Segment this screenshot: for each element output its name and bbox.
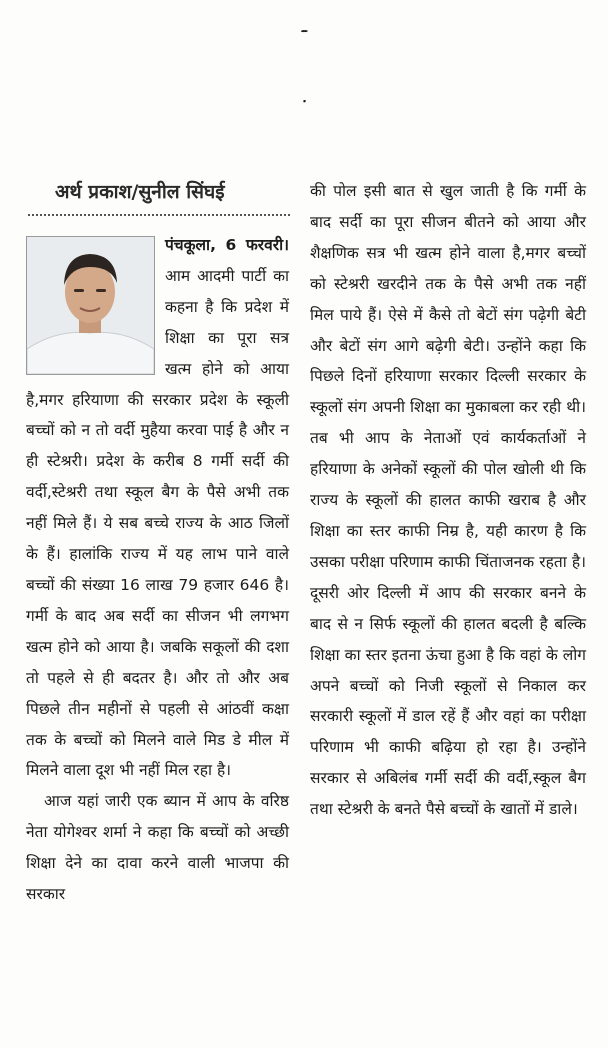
article-dateline: पंचकूला, 6 फरवरी। (165, 236, 289, 254)
article-column-right (310, 176, 586, 825)
article-paragraph-2: आज यहां जारी एक ब्यान में आप के वरिष्ठ नेता योगेश्वर शर्मा ने कहा कि बच्चों को अच्छी शिक्षा देने का दावा करने वाली भाजपा की सरकार (26, 792, 289, 904)
person-portrait-photo (26, 236, 155, 375)
article-paragraph-3: की पोल इसी बात से खुल जाती है कि गर्मी के बाद सर्दी का पूरा सीजन बीतने को आया और शैक्षणिक सत्र भी खत्म होने वाला है,मगर बच्चों को स्टेश्ररी खरदीने तक के पैसे अभी तक नहीं मिल पाये हैं। ऐसे में कैसे तो बेटों संग पढ़ेगी बेटी और बेटों संग आगे बढ़ेगी बेटी। उन्होंने कहा कि पिछले दिनों हरियाणा सरकार दिल्ली सरकार के स्कूलों संग अपनी शिक्षा का मुकाबला कर रही थी। तब भी आप के नेताओं एवं कार्यकर्ताओं ने हरियाणा के अनेकों स्कूलों की पोल खोली थी कि राज्य के स्कूलों की हालत काफी खराब है और शिक्षा का स्तर काफी निम्र है, यही कारण है कि उसका परीक्षा परिणाम काफी चिंताजनक रहता है। दूसरी ओर दिल्ली में आप की सरकार बनने के बाद से न सिर्फ स्कूलों की हालत बदली है बल्कि शिक्षा का स्तर इतना ऊंचा हुआ है कि वहां के लोग अपने बच्चों को निजी स्कूलों से निकाल कर सरकारी स्कूलों में डाल रहें हैं और वहां का परीक्षा परिणाम भी काफी बढ़िया हो रहा है। उन्होंने सरकार से अबिलंब गर्मी सर्दी की वर्दी,स्कूल बैग तथा स्टेश्ररी के बनते पैसे बच्चों के खातों में डाले। (310, 182, 586, 819)
byline-divider (28, 214, 290, 216)
article-paragraph-1: आम आदमी पार्टी का कहना है कि प्रदेश में शिक्षा का पूरा सत्र खत्म होने को आया है,मगर हरियाणा की सरकार प्रदेश के स्कूली बच्चों को न तो वर्दी मुहैया करवा पाई है और न ही स्टेश्ररी। प्रदेश के करीब 8 गर्मी सर्दी की वर्दी,स्टेश्ररी तथा स्कूल बैग के पैसे अभी तक नहीं मिले हैं। ये सब बच्चे राज्य के आठ जिलों के हैं। हालांकि राज्य में यह लाभ पाने वाले बच्चों की संख्या 16 लाख 79 हजार 646 है। गर्मी के बाद अब सर्दी का सीजन भी लगभग खत्म होने को आया है। जबकि सकूलों की दशा तो पहले से ही बदतर है। और तो और अब पिछले तीन महीनों से पहली से आंठवीं कक्षा तक के बच्चों को मिलने वाले मिड डे मील में मिलने वाला दूश भी नहीं मिल रहा है। (26, 266, 289, 780)
headline-line-1: बच्चों को नहीं मिले गर्मी सर्दी की वर्दियां (301, 31, 307, 33)
headline-line-2: स्कूल बैग व स्टेशनरी के पैसे : योगेश्वर (303, 101, 305, 103)
byline: अर्थ प्रकाश/सुनील सिंघई (55, 181, 225, 203)
article-column-left (26, 230, 289, 910)
person-portrait-icon (27, 237, 154, 374)
